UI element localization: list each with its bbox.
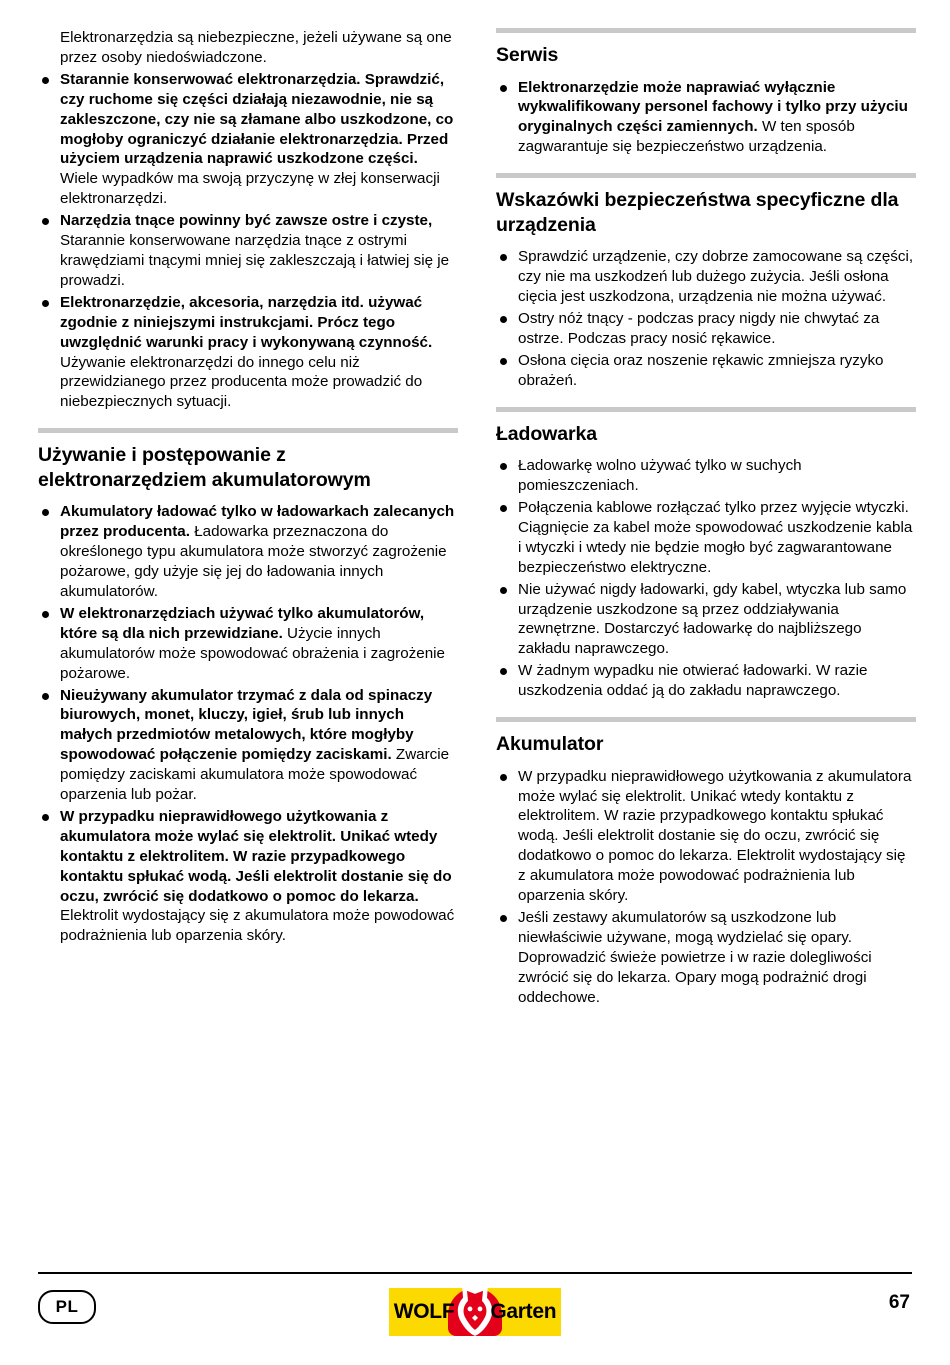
list-item-bold: Elektronarzędzie, akcesoria, narzędzia itd. używać zgodnie z niniejszymi instrukcjami. Prócz tego uwzględnić warunki pracy i wykonywaną czynność. — [60, 293, 433, 351]
list-item — [38, 686, 458, 805]
list-item-text: Nie używać nigdy ładowarki, gdy kabel, wtyczka lub samo urządzenie uszkodzone są przez oddziaływania zewnętrzne. Dostarczyć ładowarkę do najbliższego zakładu naprawczego. — [518, 580, 907, 658]
list-item — [38, 70, 458, 209]
list-item — [496, 661, 916, 701]
brand-logo — [389, 1288, 561, 1336]
right-column — [496, 28, 916, 1010]
list-item — [496, 351, 916, 391]
section-divider — [38, 428, 458, 433]
list-item-bold: Starannie konserwować elektronarzędzia. Sprawdzić, czy ruchome się części działają niezawodnie, nie są zakleszczone, czy nie są złamane albo uszkodzone, co mogłoby ograniczyć działanie elektronarzędzia. Przed użyciem urządzenia naprawić uszkodzone części. — [60, 70, 454, 168]
list-item-text: Sprawdzić urządzenie, czy dobrze zamocowane są części, czy nie ma uszkodzeń lub dużego zużycia. Jeśli osłona cięcia jest uszkodzona, urządzenia nie można używać. — [518, 248, 914, 306]
list-item — [496, 580, 916, 660]
logo-wordmark — [394, 1300, 557, 1324]
list-item-text: Zwarcie pomiędzy zaciskami akumulatora może spowodować oparzenia lub pożar. — [60, 746, 450, 804]
list-item-text: W przypadku nieprawidłowego użytkowania z akumulatora może wylać się elektrolit. Unikać wtedy kontaktu z elektrolitem. W razie przypadkowego kontaktu spłukać wodą. Jeśli elektrolit dostanie się do oczu, zwrócić się dodatkowo o pomoc do lekarza. Elektrolit wydostający się z akumulatora może powodować podrażnienia lub oparzenia skóry. — [518, 767, 912, 905]
section-heading-charger: Ładowarka — [496, 422, 597, 445]
battery-tool-list — [38, 502, 458, 946]
list-item-text: Jeśli zestawy akumulatorów są uszkodzone lub niewłaściwie używane, mogą wydzielać się opary. Doprowadzić świeże powietrze i w razie dolegliwości zwrócić się do lekarza. Opary mogą podrażnić drogi oddechowe. — [518, 909, 872, 1006]
list-item — [496, 767, 916, 906]
list-item — [496, 78, 916, 158]
list-item — [38, 211, 458, 291]
left-column — [38, 28, 458, 948]
list-item — [496, 456, 916, 496]
list-item-bold: Elektronarzędzie może naprawiać wyłącznie wykwalifikowany personel fachowy i tylko przy użyciu oryginalnych części zamiennych. — [518, 78, 908, 136]
list-item — [38, 807, 458, 946]
logo-text-garten: Garten — [490, 1300, 557, 1323]
list-item — [38, 604, 458, 684]
left-continued-list — [38, 70, 458, 412]
list-item — [496, 498, 916, 578]
list-item-text: Starannie konserwowane narzędzia tnące z ostrymi krawędziami tnącymi mniej się zakleszczają i łatwiej się je prowadzi. — [60, 232, 450, 289]
list-item-text: Osłona cięcia oraz noszenie rękawic zmniejsza ryzyko obrażeń. — [518, 351, 884, 389]
section-divider — [496, 173, 916, 178]
list-item — [496, 908, 916, 1008]
battery-list — [496, 767, 916, 1008]
section-heading-device-safety: Wskazówki bezpieczeństwa specyficzne dla urządzenia — [496, 189, 899, 236]
page-number: 67 — [888, 1292, 910, 1313]
section-divider — [496, 28, 916, 33]
list-item-text: Wiele wypadków ma swoją przyczynę w złej konserwacji elektronarzędzi. — [60, 170, 440, 208]
list-item — [38, 293, 458, 412]
list-item-bold: W elektronarzędziach używać tylko akumulatorów, które są dla nich przewidziane. — [60, 604, 425, 642]
charger-list — [496, 456, 916, 701]
list-item-text: W żadnym wypadku nie otwierać ładowarki. W razie uszkodzenia oddać ją do zakładu naprawczego. — [518, 662, 868, 700]
language-badge-label: PL — [55, 1297, 79, 1316]
continued-paragraph: Elektronarzędzia są niebezpieczne, jeżeli używane są one przez osoby niedoświadczone. — [60, 29, 452, 66]
section-divider — [496, 717, 916, 722]
list-item-text: Użycie innych akumulatorów może spowodować obrażenia i zagrożenie pożarowe. — [60, 624, 445, 682]
section-divider — [496, 407, 916, 412]
list-item-bold: Nieużywany akumulator trzymać z dala od spinaczy biurowych, monet, kluczy, igieł, śrub lub innych małych przedmiotów metalowych, które mogłyby spowodować połączenie pomiędzy zaciskami. — [60, 686, 433, 764]
list-item — [496, 247, 916, 307]
list-item-text: Ostry nóż tnący - podczas pracy nigdy nie chwytać za ostrze. Podczas pracy nosić rękawice. — [518, 310, 880, 347]
section-heading-battery-tool: Używanie i postępowanie z elektronarzędziem akumulatorowym — [38, 444, 371, 491]
list-item-bold: Narzędzia tnące powinny być zawsze ostre i czyste, — [60, 212, 433, 230]
logo-text-wolf: WOLF — [393, 1300, 455, 1323]
list-item-text: Ładowarka przeznaczona do określonego typu akumulatora może stworzyć zagrożenie pożarowe, gdy użyje się jej do ładowania innych akumulatorów. — [60, 523, 447, 600]
list-item-bold: W przypadku nieprawidłowego użytkowania z akumulatora może wylać się elektrolit. Unikać wtedy kontaktu z elektrolitem. W razie przypadkowego kontaktu spłukać wodą. Jeśli elektrolit dostanie się do oczu, zwrócić się dodatkowo o pomoc do lekarza. — [60, 807, 452, 905]
list-item-text: Ładowarkę wolno używać tylko w suchych pomieszczeniach. — [518, 457, 802, 495]
section-heading-service: Serwis — [496, 44, 559, 66]
list-item-text: Połączenia kablowe rozłączać tylko przez wyjęcie wtyczki. Ciągnięcie za kabel może spowodować uszkodzenie kabla i wtyczki i wtedy nie będzie mogło być zagwarantowane bezpieczeństwo elektryczne. — [518, 499, 913, 576]
list-item — [496, 309, 916, 349]
service-list — [496, 78, 916, 158]
list-item-text: Używanie elektronarzędzi do innego celu niż przewidzianego przez producenta może prowadzić do niebezpiecznych sytuacji. — [60, 353, 423, 411]
section-heading-battery: Akumulator — [496, 733, 604, 756]
language-badge — [38, 1290, 96, 1324]
device-safety-list — [496, 247, 916, 390]
two-column-body — [38, 28, 912, 1010]
footer-divider — [38, 1272, 912, 1274]
list-item-bold: Akumulatory ładować tylko w ładowarkach zalecanych przez producenta. — [60, 503, 455, 541]
list-item-text: W ten sposób zagwarantuje się bezpieczeństwo urządzenia. — [518, 118, 855, 156]
list-item — [38, 502, 458, 602]
list-item-text: Elektrolit wydostający się z akumulatora może powodować podrażnienia lub oparzenia skóry. — [60, 907, 455, 945]
